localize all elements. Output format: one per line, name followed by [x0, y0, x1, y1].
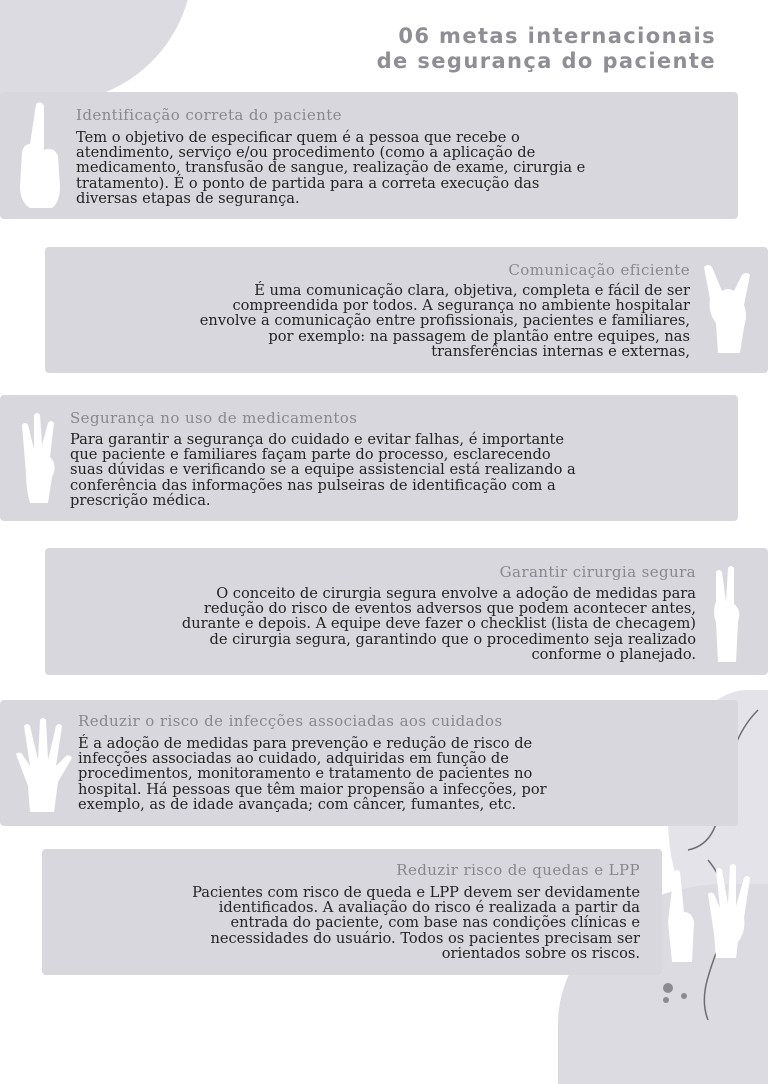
goal-card-4: [45, 548, 768, 675]
goal-description: [56, 586, 696, 662]
goal-text-line: conferência das informações nas pulseiras de identificação com a: [70, 476, 556, 494]
goal-text-line: entrada do paciente, com base nas condições clínicas e: [230, 914, 640, 932]
open-hand-icon: [12, 714, 74, 812]
page-title: [377, 24, 716, 74]
goal-text-line: infecções associadas ao cuidado, adquiridas em função de: [78, 750, 509, 768]
goal-card-5: [0, 700, 738, 826]
goal-text-line: suas dúvidas e verificando se a equipe assistencial está realizando a: [70, 461, 576, 479]
goal-text-line: medicamento, transfusão de sangue, realização de exame, cirurgia e: [76, 159, 586, 177]
six-fingers-hands-icon: [664, 858, 760, 968]
page-title-line-1: 06 metas internacionais: [398, 24, 716, 48]
one-finger-hand-icon: [18, 100, 62, 208]
goal-card-3: [0, 395, 738, 521]
goal-heading: Comunicação eficiente: [508, 261, 690, 279]
goal-card-6: [42, 849, 662, 975]
four-fingers-hand-icon: [708, 564, 748, 664]
goal-card-1: [0, 92, 738, 219]
goal-text-line: necessidades do usuário. Todos os pacientes precisam ser: [210, 929, 640, 947]
goal-description: [76, 130, 722, 206]
goal-description: [78, 736, 718, 812]
goal-text-line: O conceito de cirurgia segura envolve a adoção de medidas para: [216, 585, 696, 602]
two-fingers-hand-icon: [698, 261, 754, 357]
goal-text-line: de cirurgia segura, garantindo que o procedimento seja realizado: [209, 630, 696, 648]
goal-text-line: que paciente e familiares façam parte do processo, esclarecendo: [70, 446, 551, 464]
goal-heading: Reduzir o risco de infecções associadas aos cuidados: [78, 712, 503, 730]
goal-text-line: exemplo, as de idade avançada; com câncer, fumantes, etc.: [78, 795, 517, 813]
goal-text-line: por exemplo: na passagem de plantão entre equipes, nas: [268, 327, 690, 345]
goal-text-line: É a adoção de medidas para prevenção e redução de risco de: [78, 735, 533, 752]
goal-text-line: diversas etapas de segurança.: [76, 189, 300, 207]
goal-text-line: hospital. Há pessoas que têm maior propensão a infecções, por: [78, 780, 547, 798]
goal-text-line: prescrição médica.: [70, 491, 211, 509]
goal-description: [70, 432, 720, 508]
goal-text-line: conforme o planejado.: [531, 645, 696, 663]
goal-text-line: atendimento, serviço e/ou procedimento (como a aplicação de: [76, 144, 536, 162]
goal-text-line: procedimentos, monitoramento e tratamento de pacientes no: [78, 765, 533, 783]
goal-text-line: compreendida por todos. A segurança no ambiente hospitalar: [232, 297, 690, 315]
three-fingers-hand-icon: [18, 411, 64, 507]
goal-heading: Reduzir risco de quedas e LPP: [396, 861, 640, 879]
goal-card-2: [45, 247, 768, 373]
goal-text-line: Pacientes com risco de queda e LPP devem ser devidamente: [192, 884, 640, 901]
goal-text-line: Para garantir a segurança do cuidado e evitar falhas, é importante: [70, 431, 565, 448]
goal-heading: Garantir cirurgia segura: [499, 563, 696, 581]
goal-text-line: orientados sobre os riscos.: [441, 944, 640, 962]
goal-text-line: transferências internas e externas,: [431, 342, 690, 360]
goal-text-line: durante e depois. A equipe deve fazer o checklist (lista de checagem): [181, 615, 696, 633]
goal-text-line: redução do risco de eventos adversos que podem acontecer antes,: [203, 600, 696, 618]
goal-text-line: Tem o objetivo de especificar quem é a pessoa que recebe o: [76, 129, 520, 146]
goal-text-line: envolve a comunicação entre profissionais, pacientes e familiares,: [199, 312, 690, 330]
goal-heading: Segurança no uso de medicamentos: [70, 409, 358, 427]
goal-text-line: identificados. A avaliação do risco é realizada a partir da: [218, 899, 640, 917]
goal-description: [60, 885, 640, 961]
goal-text-line: É uma comunicação clara, objetiva, completa e fácil de ser: [254, 282, 690, 299]
goal-heading: Identificação correta do paciente: [76, 106, 342, 124]
goal-text-line: tratamento). É o ponto de partida para a correta execução das: [76, 174, 540, 192]
page-title-line-2: de segurança do paciente: [376, 49, 716, 73]
goal-description: [60, 283, 690, 359]
